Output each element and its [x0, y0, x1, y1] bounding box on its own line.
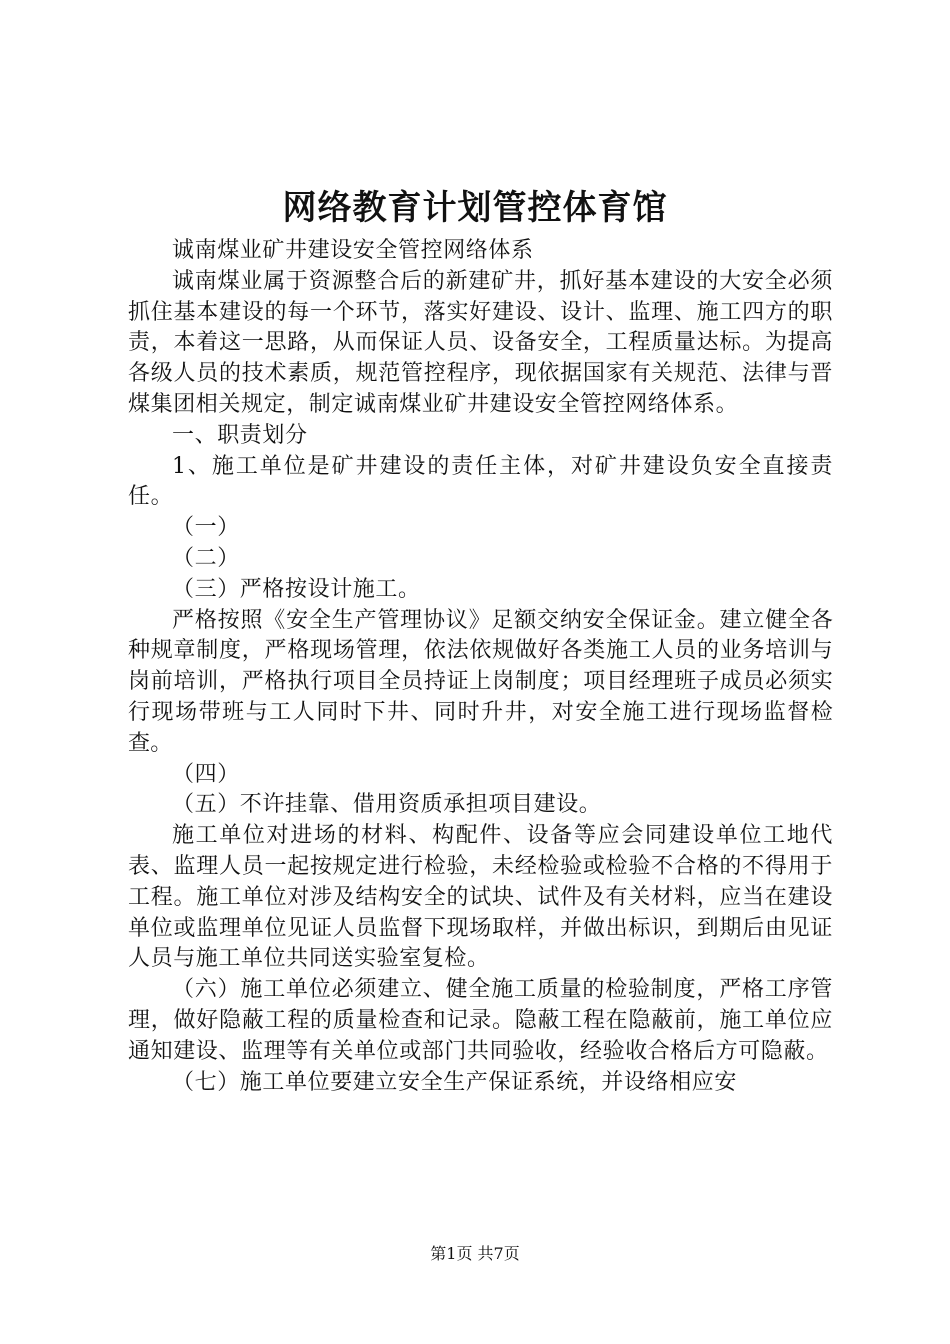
paragraph-item-c: （三）严格按设计施工。 [172, 576, 421, 602]
paragraph-body: 施工单位对进场的材料、构配件、设备等应会同建设单位工地代表、监理人员一起按规定进行检验，未经检验或检验不合格的不得用于工程。施工单位对涉及结构安全的试块、试件及有关材料，应当在建设单位或监理单位见证人员监督下现场取样，并做出标识，到期后由见证人员与施工单位共同送实验室复检。 [128, 823, 833, 972]
paragraph-item-d: （四） [172, 761, 240, 787]
paragraph-item-1: 1、施工单位是矿井建设的责任主体，对矿井建设负安全直接责任。 [128, 453, 833, 510]
page-footer: 第1页 共7页 [430, 1244, 520, 1263]
paragraph-item-f: （六）施工单位必须建立、健全施工质量的检验制度，严格工序管理，做好隐蔽工程的质量检查和记录。隐蔽工程在隐蔽前，施工单位应通知建设、监理等有关单位或部门共同验收，经验收合格后方可隐蔽。 [128, 977, 833, 1064]
document-body [128, 236, 833, 1098]
section-heading: 一、职责划分 [172, 422, 308, 448]
paragraph-item-a: （一） [172, 515, 240, 541]
paragraph-item-b: （二） [172, 545, 240, 571]
paragraph-body: 严格按照《安全生产管理协议》足额交纳安全保证金。建立健全各种规章制度，严格现场管理，依法依规做好各类施工人员的业务培训与岗前培训，严格执行项目全员持证上岗制度；项目经理班子成员必须实行现场带班与工人同时下井、同时升井，对安全施工进行现场监督检查。 [128, 607, 833, 756]
paragraph-item-e: （五）不许挂靠、借用资质承担项目建设。 [172, 792, 602, 818]
paragraph-subtitle: 诚南煤业矿井建设安全管控网络体系 [172, 238, 534, 263]
document-title: 网络教育计划管控体育馆 [282, 188, 668, 228]
paragraph-item-g: （七）施工单位要建立安全生产保证系统，并设络相应安 [172, 1069, 738, 1095]
paragraph-intro: 诚南煤业属于资源整合后的新建矿井，抓好基本建设的大安全必须抓住基本建设的每一个环节，落实好建设、设计、监理、施工四方的职责，本着这一思路，从而保证人员、设备安全，工程质量达标。为提高各级人员的技术素质，规范管控程序，现依据国家有关规范、法律与晋煤集团相关规定，制定诚南煤业矿井建设安全管控网络体系。 [128, 268, 833, 417]
